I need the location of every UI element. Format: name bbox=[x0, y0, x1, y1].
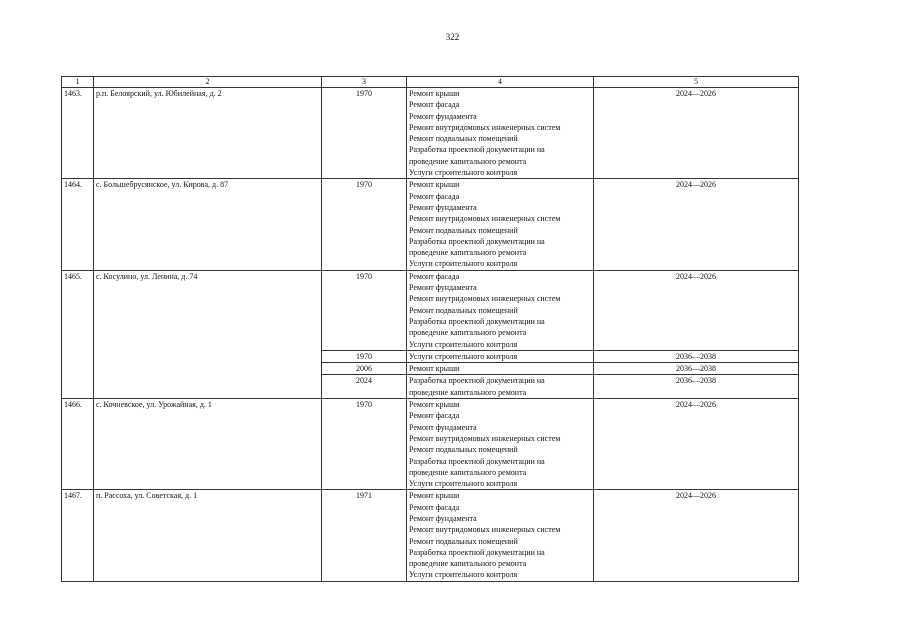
work-item: Ремонт внутридомовых инженерных систем bbox=[409, 525, 561, 535]
work-item: Ремонт фундамента bbox=[409, 283, 477, 293]
work-item: Ремонт фасада bbox=[409, 502, 460, 512]
work-item: Разработка проектной документации на проведение капитального ремонта bbox=[409, 376, 545, 397]
work-item: Разработка проектной документации на проведение капитального ремонта bbox=[409, 456, 545, 477]
table-row bbox=[62, 399, 799, 490]
table-row bbox=[62, 270, 799, 350]
table-row bbox=[62, 179, 799, 270]
works-cell bbox=[407, 399, 594, 490]
work-item: Ремонт подвальных помещений bbox=[409, 445, 518, 455]
column-header: 2 bbox=[94, 77, 322, 88]
row-number: 1466. bbox=[62, 399, 94, 490]
column-header: 4 bbox=[407, 77, 594, 88]
works-cell bbox=[407, 88, 594, 179]
repair-schedule-table bbox=[61, 76, 799, 582]
work-item: Ремонт фасада bbox=[409, 100, 460, 110]
year-cell: 2024 bbox=[322, 375, 407, 399]
work-item: Услуги строительного контроля bbox=[409, 479, 518, 489]
work-item: Ремонт крыши bbox=[409, 491, 460, 501]
work-item: Ремонт подвальных помещений bbox=[409, 536, 518, 546]
address-cell: п. Рассоха, ул. Советская, д. 1 bbox=[94, 490, 322, 581]
row-number: 1464. bbox=[62, 179, 94, 270]
period-cell: 2024—2026 bbox=[594, 179, 799, 270]
work-item: Ремонт крыши bbox=[409, 180, 460, 190]
works-cell bbox=[407, 270, 594, 350]
work-item: Ремонт внутридомовых инженерных систем bbox=[409, 294, 561, 304]
works-cell bbox=[407, 490, 594, 581]
row-number: 1463. bbox=[62, 88, 94, 179]
work-item: Ремонт внутридомовых инженерных систем bbox=[409, 433, 561, 443]
period-cell: 2036—2038 bbox=[594, 375, 799, 399]
work-item: Услуги строительного контроля bbox=[409, 339, 518, 349]
works-cell bbox=[407, 375, 594, 399]
work-item: Ремонт крыши bbox=[409, 400, 460, 410]
period-cell: 2024—2026 bbox=[594, 490, 799, 581]
work-item: Ремонт фасада bbox=[409, 411, 460, 421]
work-item: Услуги строительного контроля bbox=[409, 259, 518, 269]
year-cell: 1971 bbox=[322, 490, 407, 581]
row-number: 1467. bbox=[62, 490, 94, 581]
column-header: 1 bbox=[62, 77, 94, 88]
header-row bbox=[62, 77, 799, 88]
work-item: Ремонт внутридомовых инженерных систем bbox=[409, 214, 561, 224]
year-cell: 1970 bbox=[322, 88, 407, 179]
works-cell bbox=[407, 350, 594, 362]
address-cell: с. Кочневское, ул. Урожайная, д. 1 bbox=[94, 399, 322, 490]
work-item: Услуги строительного контроля bbox=[409, 351, 518, 361]
work-item: Ремонт крыши bbox=[409, 364, 460, 374]
address-cell: с. Большебрусянское, ул. Кирова, д. 87 bbox=[94, 179, 322, 270]
work-item: Услуги строительного контроля bbox=[409, 570, 518, 580]
work-item: Ремонт фасада bbox=[409, 271, 460, 281]
work-item: Ремонт фундамента bbox=[409, 202, 477, 212]
work-item: Разработка проектной документации на проведение капитального ремонта bbox=[409, 145, 545, 166]
table-row bbox=[62, 88, 799, 179]
work-item: Ремонт фундамента bbox=[409, 513, 477, 523]
work-item: Услуги строительного контроля bbox=[409, 168, 518, 178]
column-header: 5 bbox=[594, 77, 799, 88]
row-number: 1465. bbox=[62, 270, 94, 398]
column-header: 3 bbox=[322, 77, 407, 88]
table-row bbox=[62, 490, 799, 581]
work-item: Ремонт подвальных помещений bbox=[409, 225, 518, 235]
period-cell: 2036—2038 bbox=[594, 350, 799, 362]
year-cell: 1970 bbox=[322, 399, 407, 490]
works-cell bbox=[407, 179, 594, 270]
period-cell: 2024—2026 bbox=[594, 399, 799, 490]
period-cell: 2024—2026 bbox=[594, 270, 799, 350]
work-item: Ремонт фундамента bbox=[409, 111, 477, 121]
work-item: Ремонт внутридомовых инженерных систем bbox=[409, 122, 561, 132]
work-item: Ремонт подвальных помещений bbox=[409, 305, 518, 315]
page-number: 322 bbox=[445, 32, 460, 42]
year-cell: 2006 bbox=[322, 363, 407, 375]
works-cell bbox=[407, 363, 594, 375]
work-item: Ремонт фундамента bbox=[409, 422, 477, 432]
address-cell: р.п. Белоярский, ул. Юбилейная, д. 2 bbox=[94, 88, 322, 179]
work-item: Разработка проектной документации на проведение капитального ремонта bbox=[409, 236, 545, 258]
year-cell: 1970 bbox=[322, 350, 407, 362]
work-item: Ремонт подвальных помещений bbox=[409, 134, 518, 144]
period-cell: 2036—2038 bbox=[594, 363, 799, 375]
year-cell: 1970 bbox=[322, 270, 407, 350]
address-cell: с. Косулино, ул. Ленина, д. 74 bbox=[94, 270, 322, 398]
work-item: Разработка проектной документации на проведение капитального ремонта bbox=[409, 547, 545, 569]
work-item: Ремонт крыши bbox=[409, 89, 460, 98]
work-item: Разработка проектной документации на проведение капитального ремонта bbox=[409, 316, 545, 338]
work-item: Ремонт фасада bbox=[409, 191, 460, 201]
year-cell: 1970 bbox=[322, 179, 407, 270]
period-cell: 2024—2026 bbox=[594, 88, 799, 179]
